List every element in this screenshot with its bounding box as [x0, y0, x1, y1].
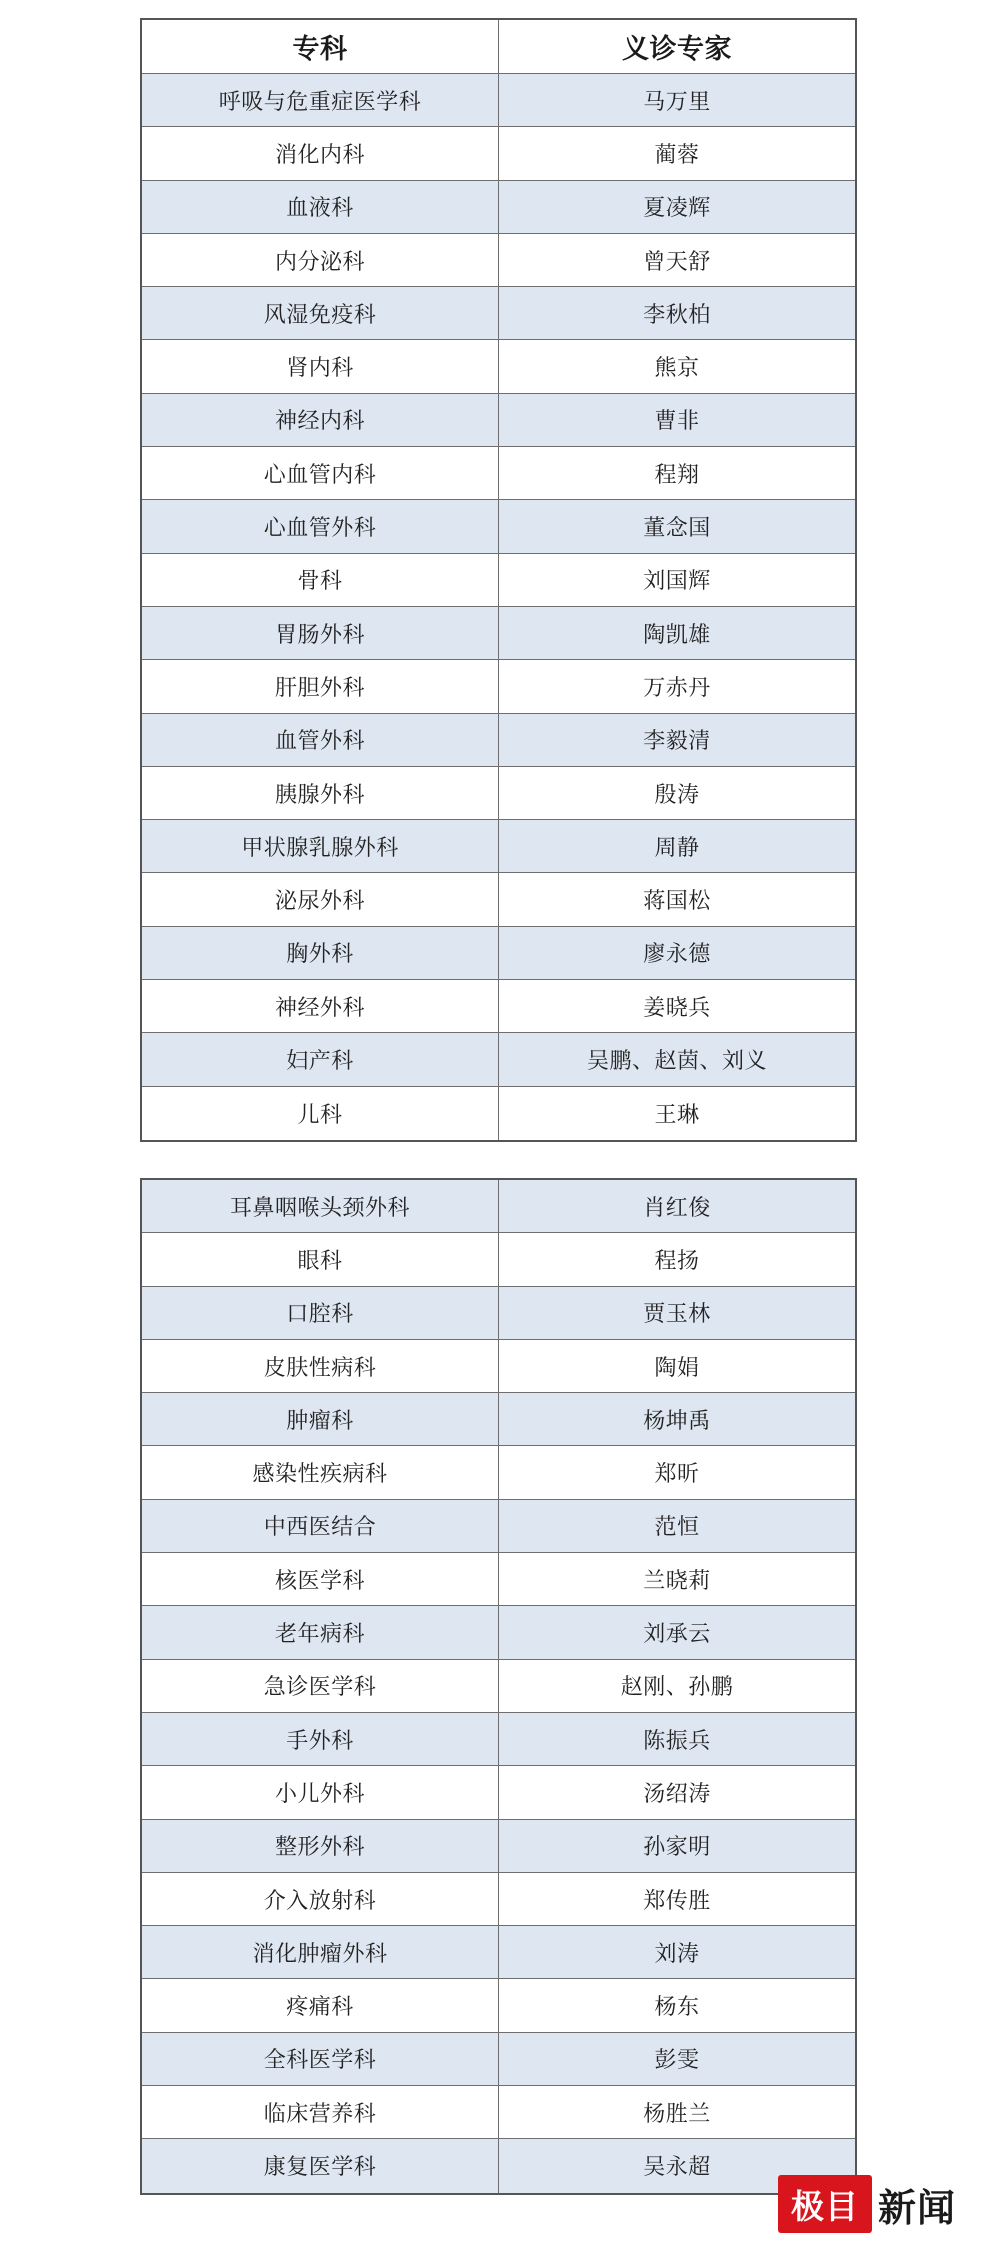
- specialty-cell: 耳鼻咽喉头颈外科: [142, 1180, 499, 1232]
- expert-cell: 陈振兵: [643, 1728, 711, 1754]
- table-row: [142, 660, 855, 713]
- table-row: [142, 74, 855, 127]
- expert-cell: 吴鹏、赵茵、刘义: [586, 1048, 767, 1074]
- specialty-cell: 临床营养科: [142, 2086, 499, 2138]
- table-row: [142, 607, 855, 660]
- header-expert: 义诊专家: [622, 34, 732, 65]
- table-row: [142, 287, 855, 340]
- table-row: [142, 980, 855, 1033]
- table-row: [142, 447, 855, 500]
- table-1-body: [142, 74, 855, 1140]
- table-row: [142, 820, 855, 873]
- expert-cell: 兰晓莉: [643, 1568, 711, 1594]
- expert-cell: 曹非: [654, 409, 700, 435]
- specialty-cell: 急诊医学科: [142, 1660, 499, 1712]
- table-row: [142, 1926, 855, 1979]
- expert-cell: 杨东: [654, 1995, 700, 2021]
- specialty-cell: 感染性疾病科: [142, 1446, 499, 1498]
- expert-cell: 肖红俊: [643, 1195, 711, 1221]
- table-row: [142, 394, 855, 447]
- jimu-logo-badge: 极目: [778, 2175, 872, 2233]
- specialty-cell: 肝胆外科: [142, 660, 499, 712]
- table-row: [142, 1233, 855, 1286]
- jimu-logo-text: 新闻: [878, 2184, 957, 2230]
- specialty-cell: 消化肿瘤外科: [142, 1926, 499, 1978]
- table-row: [142, 927, 855, 980]
- specialty-cell: 妇产科: [142, 1033, 499, 1085]
- expert-table-2: [140, 1178, 857, 2195]
- table-row: [142, 181, 855, 234]
- table-row: [142, 2086, 855, 2139]
- expert-cell: 廖永德: [643, 942, 711, 968]
- table-row: [142, 2033, 855, 2086]
- expert-cell: 杨坤禹: [643, 1408, 711, 1434]
- table-row: [142, 554, 855, 607]
- expert-cell: 彭雯: [654, 2048, 700, 2074]
- expert-cell: 李秋柏: [643, 302, 711, 328]
- specialty-cell: 儿科: [142, 1087, 499, 1140]
- table-row: [142, 767, 855, 820]
- expert-cell: 程扬: [654, 1248, 700, 1274]
- specialty-cell: 神经外科: [142, 980, 499, 1032]
- table-row: [142, 1873, 855, 1926]
- header-specialty: 专科: [142, 20, 499, 73]
- specialty-cell: 肾内科: [142, 340, 499, 392]
- expert-cell: 陶娟: [654, 1355, 700, 1381]
- table-row: [142, 1979, 855, 2032]
- table-row: [142, 1713, 855, 1766]
- expert-cell: 周静: [654, 835, 700, 861]
- specialty-cell: 小儿外科: [142, 1766, 499, 1818]
- specialty-cell: 手外科: [142, 1713, 499, 1765]
- expert-cell: 万赤丹: [643, 675, 711, 701]
- expert-cell: 王琳: [654, 1102, 700, 1128]
- expert-cell: 赵刚、孙鹏: [620, 1675, 734, 1701]
- expert-cell: 程翔: [654, 462, 700, 488]
- table-row: [142, 1033, 855, 1086]
- specialty-cell: 胰腺外科: [142, 767, 499, 819]
- table-row: [142, 234, 855, 287]
- expert-cell: 汤绍涛: [643, 1781, 711, 1807]
- expert-cell: 贾玉林: [643, 1302, 711, 1328]
- specialty-cell: 介入放射科: [142, 1873, 499, 1925]
- expert-cell: 郑传胜: [643, 1888, 711, 1914]
- specialty-cell: 胃肠外科: [142, 607, 499, 659]
- expert-cell: 孙家明: [643, 1835, 711, 1861]
- specialty-cell: 胸外科: [142, 927, 499, 979]
- expert-cell: 郑昕: [654, 1462, 700, 1488]
- table-row: [142, 1340, 855, 1393]
- expert-cell: 曾天舒: [643, 249, 711, 275]
- table-row: [142, 500, 855, 553]
- table-row: [142, 1393, 855, 1446]
- expert-cell: 姜晓兵: [643, 995, 711, 1021]
- table-row: [142, 714, 855, 767]
- specialty-cell: 整形外科: [142, 1820, 499, 1872]
- table-row: [142, 1606, 855, 1659]
- specialty-cell: 骨科: [142, 554, 499, 606]
- table-row: [142, 1087, 855, 1140]
- specialty-cell: 康复医学科: [142, 2139, 499, 2192]
- expert-cell: 殷涛: [654, 782, 700, 808]
- specialty-cell: 消化内科: [142, 127, 499, 179]
- table-2-body: [142, 1180, 855, 2193]
- table-row: [142, 1180, 855, 1233]
- table-row: [142, 1553, 855, 1606]
- expert-cell: 刘承云: [643, 1622, 711, 1648]
- specialty-cell: 眼科: [142, 1233, 499, 1285]
- table-row: [142, 873, 855, 926]
- specialty-cell: 老年病科: [142, 1606, 499, 1658]
- expert-cell: 蔺蓉: [654, 142, 700, 168]
- table-row: [142, 127, 855, 180]
- table-row: [142, 1660, 855, 1713]
- specialty-cell: 心血管内科: [142, 447, 499, 499]
- table-row: [142, 1500, 855, 1553]
- table-row: [142, 1820, 855, 1873]
- expert-cell: 刘国辉: [643, 569, 711, 595]
- specialty-cell: 甲状腺乳腺外科: [142, 820, 499, 872]
- expert-cell: 蒋国松: [643, 889, 711, 915]
- specialty-cell: 呼吸与危重症医学科: [142, 74, 499, 126]
- expert-cell: 吴永超: [643, 2155, 711, 2181]
- specialty-cell: 心血管外科: [142, 500, 499, 552]
- expert-cell: 李毅清: [643, 729, 711, 755]
- table-row: [142, 2139, 855, 2192]
- specialty-cell: 中西医结合: [142, 1500, 499, 1552]
- expert-cell: 范恒: [654, 1515, 700, 1541]
- expert-cell: 陶凯雄: [643, 622, 711, 648]
- table-row: [142, 340, 855, 393]
- expert-cell: 董念国: [643, 516, 711, 542]
- expert-table-1: [140, 18, 857, 1142]
- specialty-cell: 泌尿外科: [142, 873, 499, 925]
- specialty-cell: 风湿免疫科: [142, 287, 499, 339]
- specialty-cell: 核医学科: [142, 1553, 499, 1605]
- specialty-cell: 全科医学科: [142, 2033, 499, 2085]
- source-watermark: [778, 2175, 956, 2233]
- specialty-cell: 血液科: [142, 181, 499, 233]
- specialty-cell: 疼痛科: [142, 1979, 499, 2031]
- expert-cell: 刘涛: [654, 1941, 700, 1967]
- table-header-row: [142, 20, 855, 74]
- table-row: [142, 1766, 855, 1819]
- specialty-cell: 血管外科: [142, 714, 499, 766]
- table-row: [142, 1287, 855, 1340]
- table-row: [142, 1446, 855, 1499]
- specialty-cell: 皮肤性病科: [142, 1340, 499, 1392]
- expert-cell: 夏凌辉: [643, 196, 711, 222]
- specialty-cell: 口腔科: [142, 1287, 499, 1339]
- specialty-cell: 肿瘤科: [142, 1393, 499, 1445]
- specialty-cell: 神经内科: [142, 394, 499, 446]
- expert-cell: 杨胜兰: [643, 2101, 711, 2127]
- expert-cell: 马万里: [643, 89, 711, 115]
- specialty-cell: 内分泌科: [142, 234, 499, 286]
- expert-cell: 熊京: [654, 356, 700, 382]
